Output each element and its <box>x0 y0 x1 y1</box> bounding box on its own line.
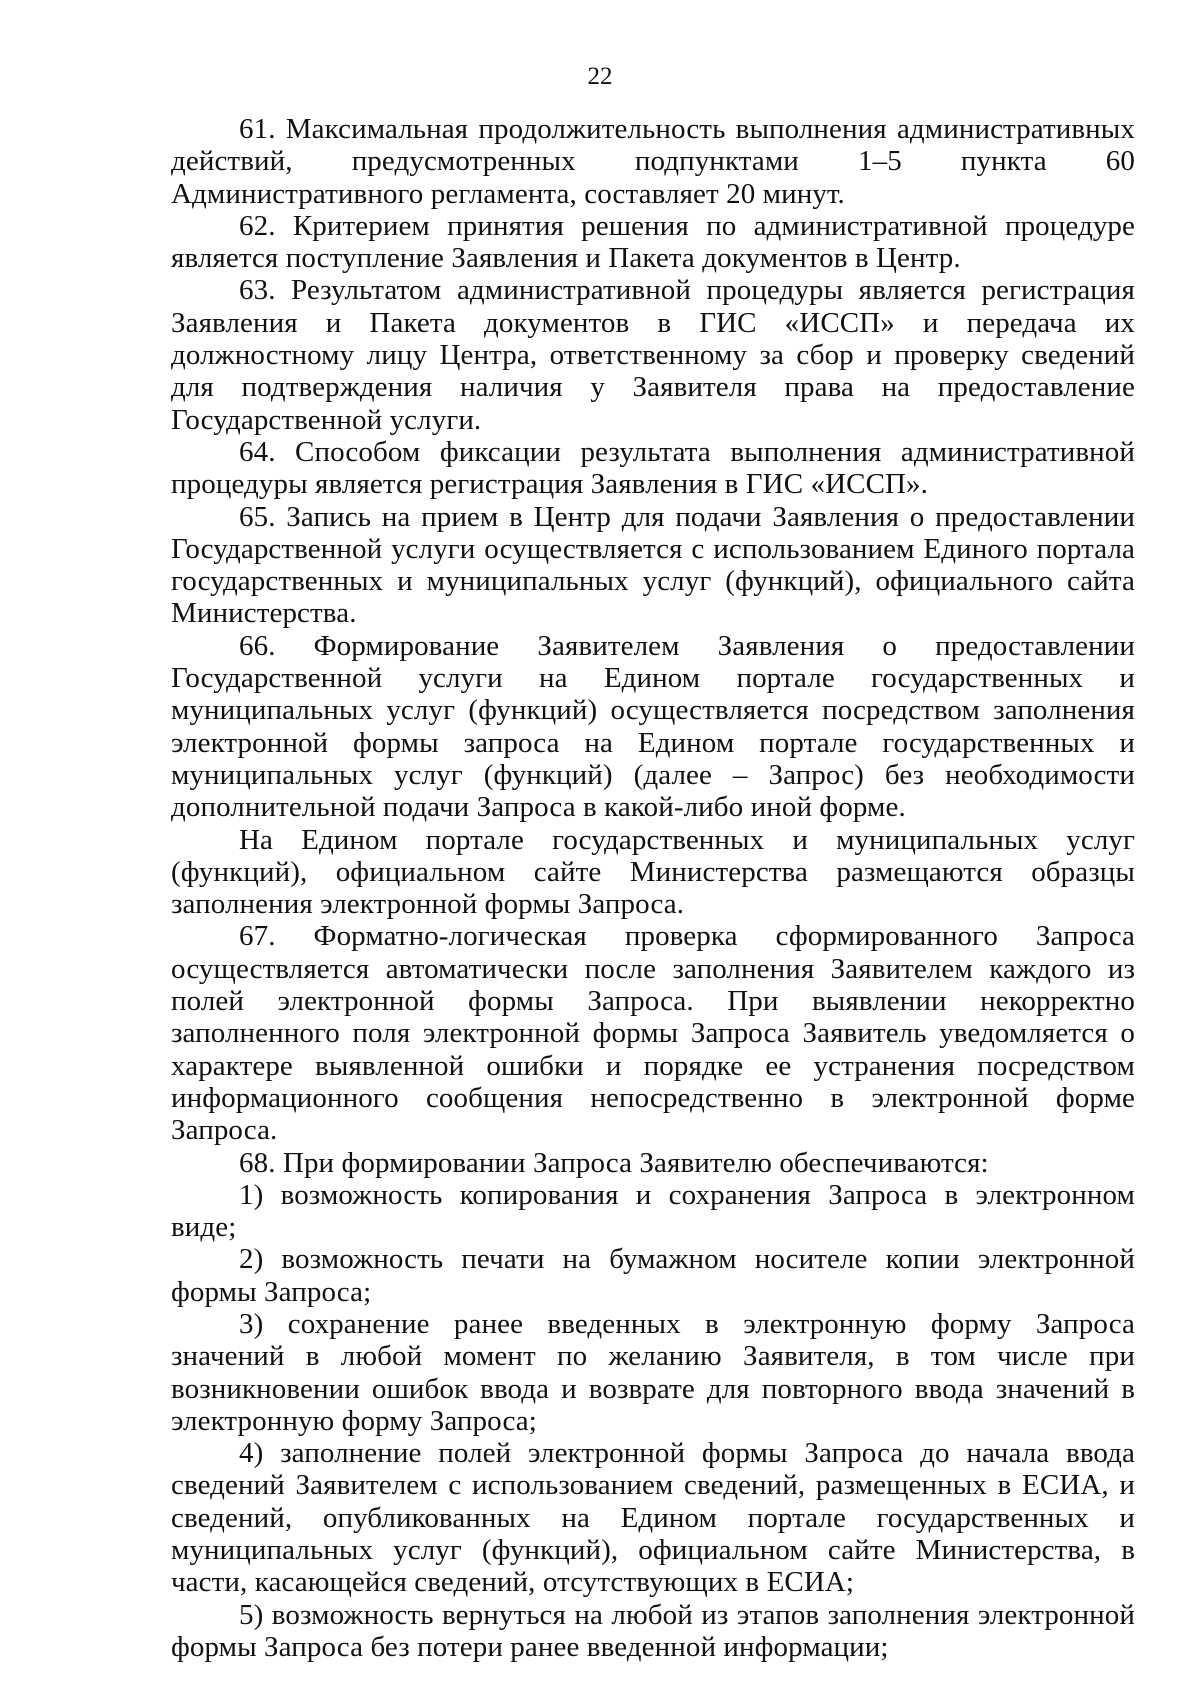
paragraph-66: 66. Формирование Заявителем Заявления о предоставлении Государственной услуги на Едином портале государственных и муниципальных услуг (функций) осуществляется посредством заполнения электронной формы запроса на Едином портале государственных и муниципальных услуг (функций) (далее – Запрос) без необходимости дополнительной подачи Запроса в какой-либо иной форме. <box>171 629 1135 824</box>
paragraph-66-continued: На Едином портале государственных и муниципальных услуг (функций), официальном сайте Министерства размещаются образцы заполнения электронной формы Запроса. <box>171 823 1135 921</box>
list-item-3: 3) сохранение ранее введенных в электронную форму Запроса значений в любой момент по желанию Заявителя, в том числе при возникновении ошибок ввода и возврате для повторного ввода значений в электронную форму Запроса; <box>171 1307 1135 1437</box>
list-item-4: 4) заполнение полей электронной формы Запроса до начала ввода сведений Заявителем с использованием сведений, размещенных в ЕСИА, и сведений, опубликованных на Едином портале государственных и муниципальных услуг (функций), официальном сайте Министерства, в части, касающейся сведений, отсутствующих в ЕСИА; <box>171 1437 1135 1599</box>
list-item-1: 1) возможность копирования и сохранения Запроса в электронном виде; <box>171 1178 1135 1244</box>
document-body <box>171 113 1135 1663</box>
page-number: 22 <box>587 63 613 90</box>
paragraph-67: 67. Форматно-логическая проверка сформированного Запроса осуществляется автоматически после заполнения Заявителем каждого из полей электронной формы Запроса. При выявлении некорректно заполненного поля электронной формы Запроса Заявитель уведомляется о характере выявленной ошибки и порядке ее устранения посредством информационного сообщения непосредственно в электронной форме Запроса. <box>171 920 1135 1147</box>
paragraph-64: 64. Способом фиксации результата выполнения административной процедуры является регистрация Заявления в ГИС «ИССП». <box>171 435 1135 501</box>
paragraph-68: 68. При формировании Запроса Заявителю обеспечиваются: <box>239 1146 989 1179</box>
paragraph-63: 63. Результатом административной процедуры является регистрация Заявления и Пакета документов в ГИС «ИССП» и передача их должностному лицу Центра, ответственному за сбор и проверку сведений для подтверждения наличия у Заявителя права на предоставление Государственной услуги. <box>171 274 1135 436</box>
list-item-5: 5) возможность вернуться на любой из этапов заполнения электронной формы Запроса без потери ранее введенной информации; <box>171 1598 1135 1663</box>
paragraph-65: 65. Запись на прием в Центр для подачи Заявления о предоставлении Государственной услуги осуществляется с использованием Единого портала государственных и муниципальных услуг (функций), официального сайта Министерства. <box>171 500 1135 630</box>
list-item-2: 2) возможность печати на бумажном носителе копии электронной формы Запроса; <box>171 1243 1135 1308</box>
paragraph-61: 61. Максимальная продолжительность выполнения административных действий, предусмотренных подпунктами 1–5 пункта 60 Административного регламента, составляет 20 минут. <box>171 113 1135 210</box>
paragraph-62: 62. Критерием принятия решения по административной процедуре является поступление Заявления и Пакета документов в Центр. <box>171 209 1135 275</box>
